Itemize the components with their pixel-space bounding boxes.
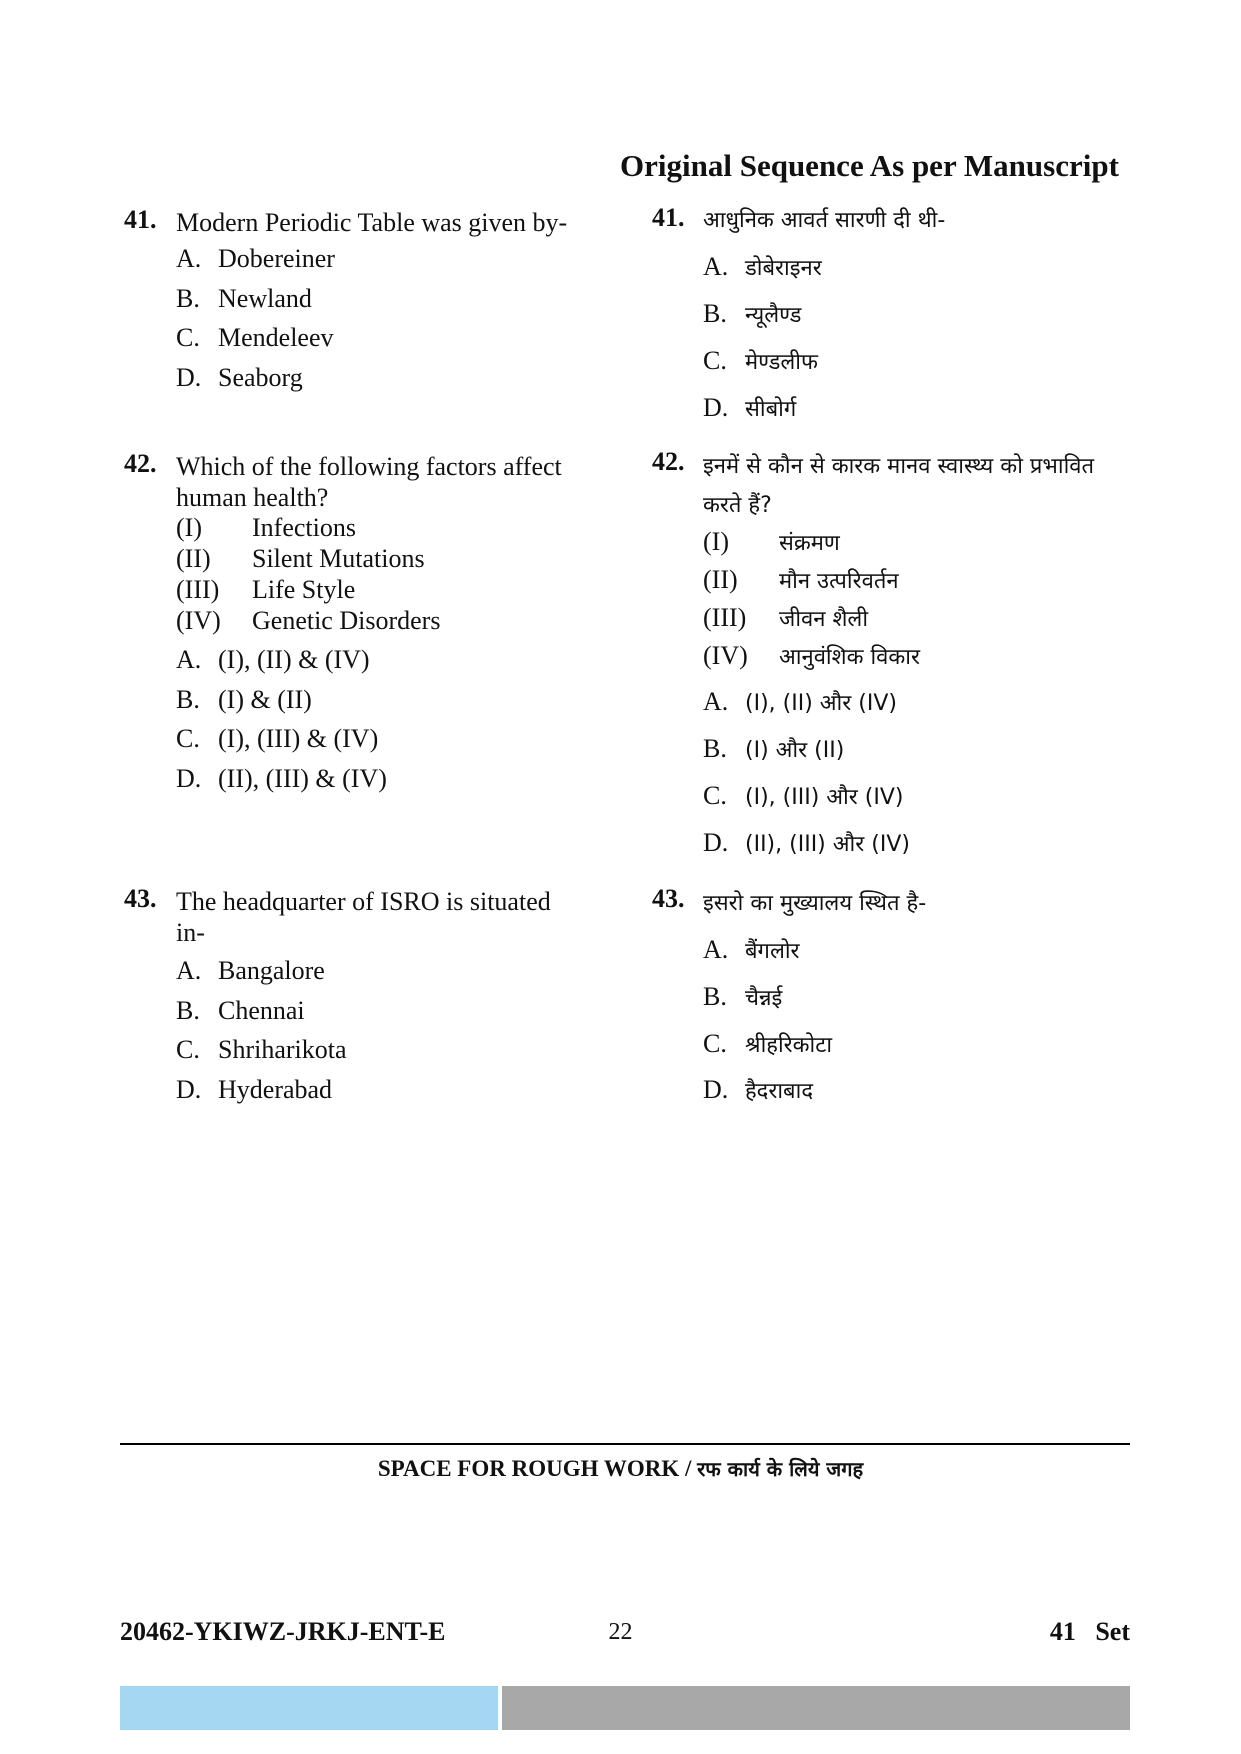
option-c: C. Shriharikota <box>176 1035 347 1064</box>
page-title: Original Sequence As per Manuscript <box>620 148 1119 183</box>
question-text: in- <box>176 918 205 947</box>
option-c: C. (I), (III) और (IV) <box>703 781 904 810</box>
option-a: A. बैंगलोर <box>703 935 800 964</box>
option-a: A. Dobereiner <box>176 244 335 273</box>
option-b: B. चैन्नई <box>703 982 783 1011</box>
question-number: 43. <box>652 884 685 913</box>
option-b: B. Chennai <box>176 996 305 1025</box>
statement-item: (I) संक्रमण <box>703 527 840 556</box>
statement-item: (III) Life Style <box>176 575 356 604</box>
option-b: B. न्यूलैण्ड <box>703 299 802 328</box>
statement-item: (II) Silent Mutations <box>176 544 425 573</box>
option-b: B. (I) & (II) <box>176 685 312 714</box>
option-d: D. (II), (III) और (IV) <box>703 828 910 857</box>
question-number: 43. <box>124 884 157 913</box>
page-number: 22 <box>608 1619 633 1645</box>
statement-item: (III) जीवन शैली <box>703 603 869 632</box>
question-text: करते हैं? <box>703 493 772 518</box>
option-d: D. Seaborg <box>176 363 303 392</box>
option-a: A. (I), (II) & (IV) <box>176 645 370 674</box>
statement-item: (IV) आनुवंशिक विकार <box>703 641 920 670</box>
rough-work-label: SPACE FOR ROUGH WORK / रफ कार्य के लिये जगह <box>377 1456 864 1481</box>
question-text: इनमें से कौन से कारक मानव स्वास्थ्य को प्रभावित <box>703 454 1095 479</box>
rough-work-divider <box>120 1443 1130 1445</box>
option-a: A. Bangalore <box>176 956 325 985</box>
option-a: A. (I), (II) और (IV) <box>703 687 897 716</box>
paper-code: 20462-YKIWZ-JRKJ-ENT-E <box>120 1617 446 1646</box>
question-text: The headquarter of ISRO is situated <box>176 887 551 916</box>
footer-bar-left <box>120 1686 498 1730</box>
question-number: 42. <box>124 449 157 478</box>
question-number: 41. <box>124 205 157 234</box>
statement-item: (II) मौन उत्परिवर्तन <box>703 565 899 594</box>
option-b: B. Newland <box>176 284 312 313</box>
option-c: C. (I), (III) & (IV) <box>176 724 379 753</box>
question-text: आधुनिक आवर्त सारणी दी थी- <box>703 208 946 233</box>
statement-item: (IV) Genetic Disorders <box>176 606 441 635</box>
option-c: C. Mendeleev <box>176 323 334 352</box>
option-c: C. मेण्डलीफ <box>703 346 818 375</box>
statement-item: (I) Infections <box>176 513 356 542</box>
set-label: 41 Set <box>1049 1617 1130 1646</box>
question-number: 42. <box>652 447 685 476</box>
option-d: D. (II), (III) & (IV) <box>176 764 387 793</box>
option-d: D. Hyderabad <box>176 1075 333 1104</box>
option-b: B. (I) और (II) <box>703 734 845 763</box>
question-text: Modern Periodic Table was given by- <box>176 208 568 237</box>
question-text: इसरो का मुख्यालय स्थित है- <box>703 891 927 916</box>
footer-bar-right <box>502 1686 1130 1730</box>
option-d: D. सीबोर्ग <box>703 393 797 422</box>
question-number: 41. <box>652 203 685 232</box>
question-text: human health? <box>176 483 329 512</box>
option-d: D. हैदराबाद <box>703 1075 814 1104</box>
option-c: C. श्रीहरिकोटा <box>703 1029 833 1058</box>
option-a: A. डोबेराइनर <box>703 252 822 281</box>
question-text: Which of the following factors affect <box>176 452 562 481</box>
